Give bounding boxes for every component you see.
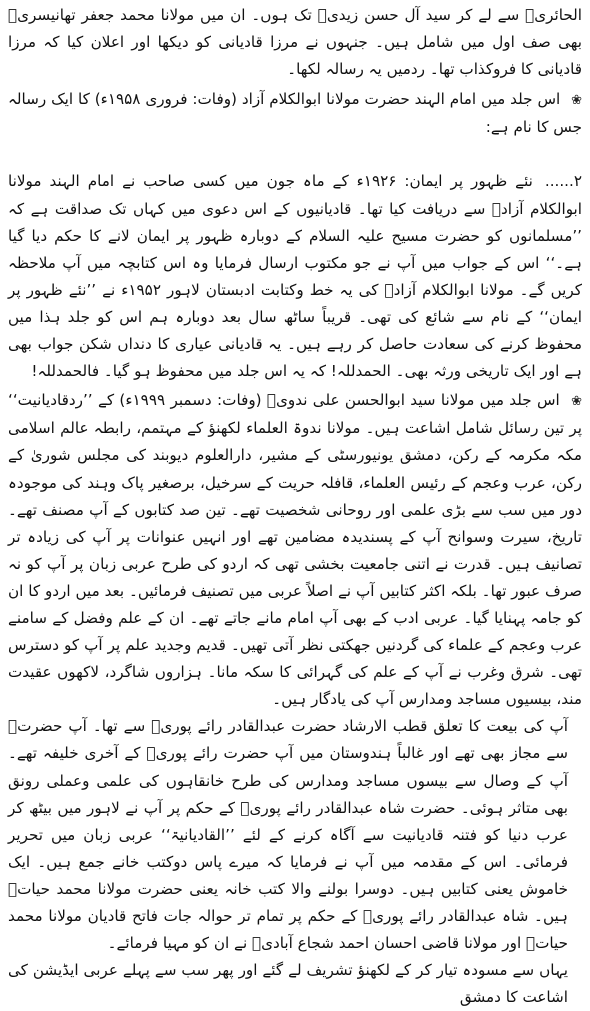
- paragraph-azad-note: [8, 86, 582, 141]
- paragraph-bayat: [8, 713, 582, 957]
- paragraph-gap: [8, 141, 582, 168]
- section-number: ۲......: [544, 172, 583, 191]
- paragraph-text: اس جلد میں امام الہند حضرت مولانا ابوالکلام آزاد (وفات: فروری ۱۹۵۸ء) کا ایک رسالہ جس کا نام ہے:: [8, 90, 582, 137]
- paragraph-text: الحائریؒ سے لے کر سید آل حسن زیدیؒ تک ہوں۔ ان میں مولانا محمد جعفر تھانیسریؒ بھی صف اول میں شامل ہیں۔ جنہوں نے مرزا قادیانی کو دیکھا اور اعلان کیا کہ مرزا قادیانی کا فروکذاب تھا۔ ردمیں یہ رسالہ لکھا۔: [8, 6, 582, 79]
- flower-bullet-icon: ❀: [571, 93, 582, 109]
- paragraph-intro: [8, 2, 582, 83]
- paragraph-naye-zuhoor: [8, 168, 582, 385]
- flower-bullet-icon: ❀: [571, 394, 582, 410]
- paragraph-text: نئے ظہور پر ایمان: ۱۹۲۶ء کے ماہ جون میں کسی صاحب نے امام الہند مولانا ابوالکلام آزادؒ سے دریافت کیا تھا۔ قادیانیوں کے اس دعوی میں کہاں تک صداقت ہے کہ ’’مسلمانوں کو حضرت مسیح علیہ السلام کے دوبارہ ظہور پر ایمان لانے کا حکم دیا گیا ہے۔‘‘ اس کے جواب میں آپ نے جو مکتوب ارسال فرمایا وہ اس کتابچہ میں آپ ملاحظہ کریں گے۔ مولانا ابوالکلام آزادؒ کی یہ خط وکتابت ادبستان لاہور ۱۹۵۲ء نے ’’نئے ظہور پر ایمان‘‘ کے نام سے شائع کی تھی۔ قریباً ساٹھ سال بعد دوبارہ ہم اس کو جلد ہذا میں محفوظ کرنے کی سعادت حاصل کر رہے ہیں۔ یہ قادیانی عیاری کا دنداں شکن جواب بھی ہے اور ایک تاریخی ورثہ بھی۔ الحمدللہ! کہ یہ اس جلد میں محفوظ ہو گیا۔ فالحمدللہ!: [8, 172, 582, 381]
- paragraph-text: یہاں سے مسودہ تیار کر کے لکھنؤ تشریف لے گئے اور پھر سب سے پہلے عربی ایڈیشن کی اشاعت کا دمشق: [8, 961, 568, 1007]
- paragraph-nadwi: [8, 387, 582, 713]
- paragraph-text: اس جلد میں مولانا سید ابوالحسن علی ندویؒ (وفات: دسمبر ۱۹۹۹ء) کے ’’ردقادیانیت‘‘ پر تین رسائل شامل اشاعت ہیں۔ مولانا ندوۃ العلماء لکھنؤ کے مہتمم، رابطہ عالم اسلامی مکہ مکرمہ کے رکن، دمشق یونیورسٹی کے مشیر، دارالعلوم دیوبند کی مجلس شوریٰ کے رکن، عرب وعجم کے رئیس العلماء، قافلہ حریت کے سرخیل، برصغیر پاک وہند کی موجودہ دور میں سب سے بڑی علمی اور روحانی شخصیت تھے۔ تین صد کتابوں کے آپ مصنف تھے۔ تاریخ، سیرت وسوانح آپ کے پسندیدہ مضامین تھے اور انہیں عنوانات پر آپ کی زیادہ تر تصانیف ہیں۔ قدرت نے اتنی جامعیت بخشی تھی کہ اردو کی طرح عربی زبان پر آپ کو نہ صرف عبور تھا۔ بلکہ اکثر کتابیں آپ نے اصلاً عربی میں تصنیف فرمائیں۔ بعد میں اردو کا ان کو جامہ پہنایا گیا۔ عربی ادب کے بھی آپ امام مانے جاتے تھے۔ ان کے علم وفضل کے سامنے عرب وعجم کے علماء کی گردنیں جھکتی نظر آتی تھیں۔ قدیم وجدید علم پر آپ کو دسترس تھی۔ شرق وغرب نے آپ کے علم کی گہرائی کا سکہ مانا۔ ہزاروں شاگرد، لاکھوں عقیدت مند، بیسیوں مساجد ومدارس آپ کی یادگار ہیں۔: [8, 391, 582, 709]
- paragraph-text: آپ کی بیعت کا تعلق قطب الارشاد حضرت عبدالقادر رائے پوریؒ سے تھا۔ آپ حضرتؒ سے مجاز بھی تھے اور غالباً ہندوستان میں آپ حضرت رائے پوریؒ کے آخری خلیفہ تھے۔ آپ کے وصال سے بیسوں مساجد ومدارس کی طرح خانقاہوں کی علمی وعملی رونق بھی متاثر ہوئی۔ حضرت شاہ عبدالقادر رائے پوریؒ کے حکم پر آپ نے لاہور میں بیٹھ کر عرب دنیا کو فتنہ قادیانیت سے آگاہ کرنے کے لئے ’’القادیانیۃ‘‘ عربی زبان میں تحریر فرمائی۔ اس کے مقدمہ میں آپ نے فرمایا کہ میرے پاس دوکتب خانے جمع ہیں۔ ایک خاموش یعنی کتابیں ہیں۔ دوسرا بولنے والا کتب خانہ یعنی حضرت مولانا محمد حیاتؒ ہیں۔ شاہ عبدالقادر رائے پوریؒ کے حکم پر تمام تر حوالہ جات فاتح قادیان مولانا محمد حیاتؒ اور مولانا قاضی احسان احمد شجاع آبادیؒ نے ان کو مہیا فرمائے۔: [8, 717, 568, 953]
- paragraph-closing: [8, 957, 582, 1011]
